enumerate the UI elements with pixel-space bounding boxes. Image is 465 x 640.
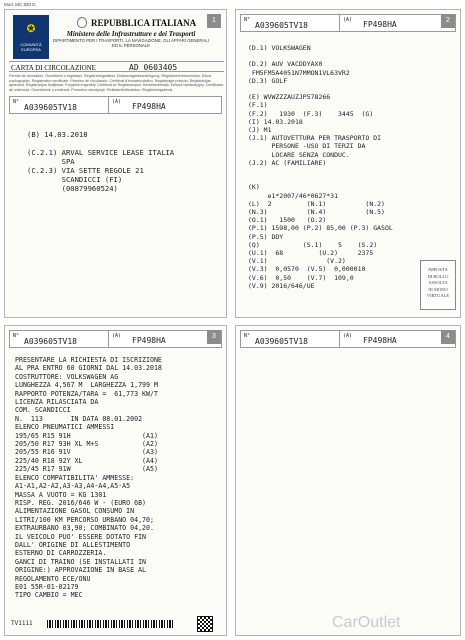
page-number: 1 (207, 14, 221, 28)
number-label: N° (13, 333, 20, 339)
eu-label: COMUNITÀ EUROPEA (20, 42, 42, 52)
owner-details: (B) 14.03.2018 (C.2.1) ARVAL SERVICE LEASE ITALIA SPA (C.2.3) VIA SETTE REGOLE 21 SCANDICCI (FI) (00879960524) (27, 130, 175, 193)
plate-label: (A) (112, 99, 122, 105)
plate-label: (A) (343, 333, 353, 339)
id-header (240, 330, 456, 348)
document-number: A039605TV18 (24, 337, 77, 346)
republic-title: REPUBBLICA ITALIANA (91, 18, 197, 28)
plate-label: (A) (343, 17, 353, 23)
document-number: A039605TV18 (255, 21, 308, 30)
form-code: Mod. MC 820 D (4, 2, 36, 7)
footer-code: TV1111 (11, 620, 33, 627)
number-label: N° (244, 333, 251, 339)
plate-number: FP498HA (132, 102, 166, 111)
page-1 (4, 9, 227, 318)
page-number: 3 (207, 330, 221, 344)
id-header (240, 14, 456, 32)
department-title: DIPARTIMENTO PER I TRASPORTI, LA NAVIGAZIONE, GLI AFFARI GENERALI ED IL PERSONALE (53, 38, 209, 49)
header-divider (339, 331, 340, 347)
id-header (9, 96, 222, 114)
header-divider (108, 331, 109, 347)
ministry-title: Ministero delle Infrastrutture e dei Trasporti (66, 30, 196, 38)
page-2 (235, 9, 461, 318)
plate-number: FP498HA (132, 336, 166, 345)
header-divider (108, 97, 109, 113)
plate-number: FP498HA (363, 20, 397, 29)
notes-text: PRESENTARE LA RICHIESTA DI ISCRIZIONE AL PRA ENTRO 60 GIORNI DAL 14.03.2018 COSTRUTTORE: VOLKSWAGEN AG LUNGHEZZA 4,567 M LARGHEZZA 1,799 M RAPPORTO POTENZA/TARA = 61,773 KW/T LICENZA RILASCIATA DA COM. SCANDICCI N. 113 IN DATA 08.01.2002 ELENCO PNEUMATICI AMMESSI 195/65 R15 91H (A1) 205/50 R17 93H XL M+S (A2) 205/55 R16 91V (A3) 225/40 R18 92Y XL (A4) 225/45 R17 91W (A5) ELENCO COMPATIBILITA' AMMESSE: A1-A1,A2-A2,A3-A3,A4-A4,A5-A5 MASSA A VUOTO = KG 1301 RISP. REG. 2016/646 W - (EURO 6B) ALIMENTAZIONE GASOL CONSUMO IN LITRI/100 KM PERCORSO URBANO 04,70; EXTRAURBANO 03,90; COMBINATO 04,20. IL VEICOLO PUO' ESSERE DOTATO FIN DALL' ORIGINE DI ALLESTIMENTO ESTERNO DI CARROZZERIA. GANCI DI TRAINO (SE INSTALLATI IN ORIGINE:) APPROVAZIONE IN BASE AL REGOLAMENTO ECE/ONU E01 55R-01-02179 TIPO CAMBIO = MEC (15, 356, 162, 600)
document-title: CARTA DI CIRCOLAZIONE (11, 64, 96, 72)
eu-flag (13, 15, 49, 59)
plate-number: FP498HA (363, 336, 397, 345)
multilanguage-titles: Permis de circulation. Osvědčení o registraci. Registreringsattest. Zulassungsbescheinigung. Registreerimistunnistus. Άδεια κυκλοφορίας. Registration certificate. Permiso de circulación. Certificat d'immatriculation. Registrirajte potvrdu. Reģistrācijas apliecība. Registracijos liudijimas. Forgalmi engedély. Certificat ta' Registrazzjoni. Kentekenbewijs. Dowód rejestracyjny. Certificado de matrícula. Osvedčenie o evidencii. Prometno dovoljenje. Rekisteröintitodistus. Registreringsbevis (9, 74, 224, 93)
eu-stars-icon: ✪ (26, 18, 36, 36)
republic-emblem-icon (77, 17, 87, 28)
document-number: A039605TV18 (255, 337, 308, 346)
barcode-icon (47, 620, 175, 628)
plate-label: (A) (112, 333, 122, 339)
page-3 (4, 325, 227, 636)
id-header (9, 330, 222, 348)
series-number: AD 0603405 (129, 63, 178, 72)
document-title-row (9, 61, 224, 72)
page-number: 4 (441, 330, 455, 344)
tax-stamp: IMPOSTA DI BOLLO ASSOLTA IN MODO VIRTUALE (420, 260, 456, 310)
number-label: N° (13, 99, 20, 105)
page-number: 2 (441, 14, 455, 28)
watermark: CarOutlet (332, 614, 401, 631)
qr-code-icon (197, 616, 213, 632)
vehicle-details: (D.1) VOLKSWAGEN (D.2) AUV VACDDYAX0 FM5FM5A4051N7MMON1VL63VR2 (D.3) GOLF (E) WVWZZZAUZJP578266 (F.1) (F.2) 1930 (F.3) 3445 (G) (I) 14.03.2018 (J) M1 (J.1) AUTOVETTURA PER TRASPORTO DI PERSONE -USO DI TERZI DA LOCARE SENZA CONDUC. (J.2) AC (FAMILIARE) (K) e1*2007/46*0627*31 (L) 2 (N.1) (N.2) (N.3) (N.4) (N.5) (O.1) 1500 (O.2) (P.1) 1598,00 (P.2) 85,00 (P.3) GASOL (P.5) DDY (Q) (S.1) 5 (S.2) (U.1) 68 (U.2) 2375 (V.1) (V.2) (V.3) 0,0570 (V.5) 0,000010 (V.6) 0,50 (V.7) 109,0 (V.9) 2016/646/UE (248, 44, 393, 290)
page-4 (235, 325, 461, 636)
header-divider (339, 15, 340, 31)
number-label: N° (244, 17, 251, 23)
document-number: A039605TV18 (24, 103, 77, 112)
